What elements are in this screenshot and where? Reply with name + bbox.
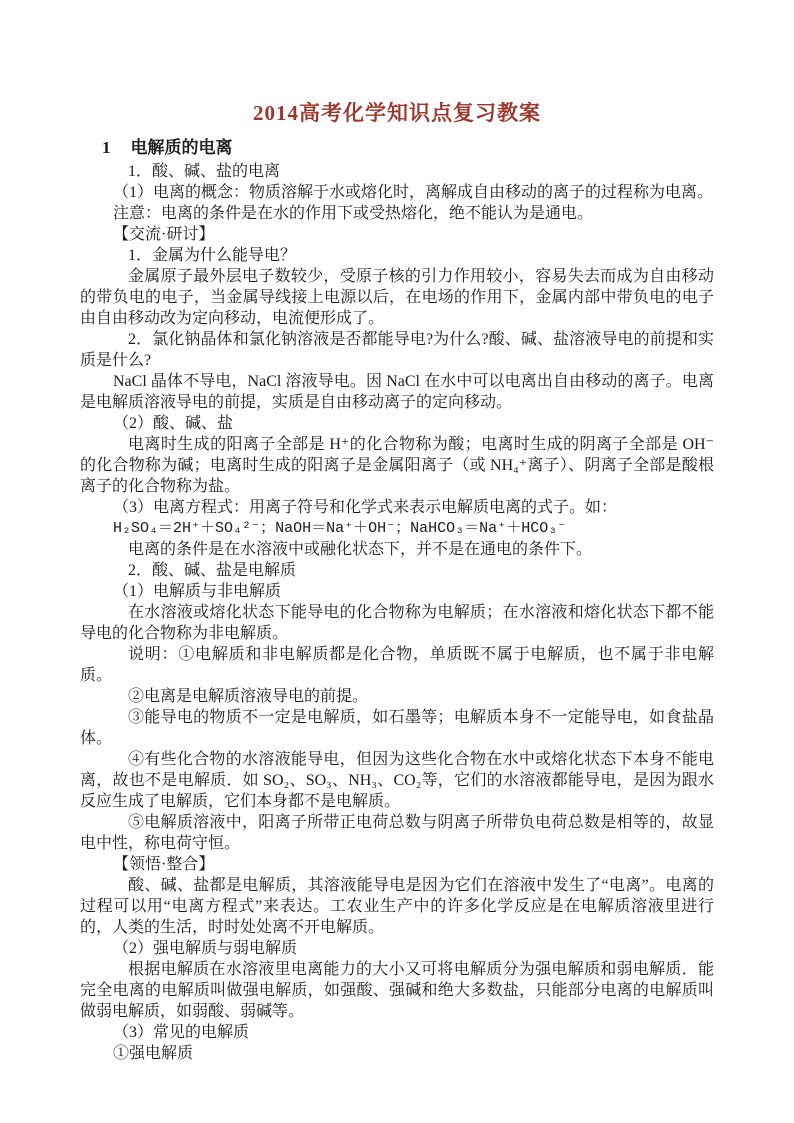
paragraph: 【交流·研讨】	[113, 226, 215, 243]
ionization-equations: H₂SO₄＝2H⁺＋SO₄²⁻；NaOH＝Na⁺＋OH⁻；NaHCO₃＝Na⁺＋HCO₃⁻	[113, 520, 567, 537]
paragraph: （3）常见的电解质	[113, 1024, 250, 1041]
paragraph: （1）电离的概念：物质溶解于水或熔化时，离解成自由移动的离子的过程称为电离。	[113, 184, 714, 201]
section-title: 电解质的电离	[130, 138, 233, 157]
paragraph: ③能导电的物质不一定是电解质，如石墨等；电解质本身不一定能导电，如食盐晶体。	[80, 709, 714, 747]
paragraph: ⑤电解质溶液中，阳离子所带正电荷总数与阴离子所带负电荷总数是相等的，故显电中性，称电荷守恒。	[80, 814, 714, 852]
paragraph: 1．酸、碱、盐的电离	[128, 163, 281, 180]
paragraph: 2．酸、碱、盐是电解质	[128, 562, 297, 579]
paragraph: 电离时生成的阳离子全部是 H⁺的化合物称为酸；电离时生成的阴离子全部是 OH⁻的化合物称为碱；电离时生成的阳离子是金属阳离子（或 NH₄⁺离子）、阴离子全部是酸根离子的化合物称为盐。	[80, 436, 714, 495]
paragraph: （3）电离方程式：用离子符号和化学式来表示电解质电离的式子。如：	[113, 499, 618, 516]
paragraph: 说明：①电解质和非电解质都是化合物，单质既不属于电解质，也不属于非电解质。	[80, 646, 714, 684]
paragraph: ①强电解质	[113, 1045, 194, 1062]
document-title: 2014高考化学知识点复习教案	[253, 101, 541, 125]
paragraph: 根据电解质在水溶液里电离能力的大小又可将电解质分为强电解质和弱电解质．能完全电离的电解质叫做强电解质，如强酸、强碱和绝大多数盐，只能部分电离的电解质叫做弱电解质，如弱酸、弱碱等。	[80, 961, 714, 1020]
paragraph: 电离的条件是在水溶液中或融化状态下，并不是在通电的条件下。	[128, 541, 593, 558]
paragraph: ④有些化合物的水溶液能导电，但因为这些化合物在水中或熔化状态下本身不能电离，故也不是电解质．如 SO₂、SO₃、NH₃、CO₂等，它们的水溶液都能导电，是因为跟水反应生成了电解质，它们本身都不是电解质。	[80, 751, 714, 810]
paragraph: （2）酸、碱、盐	[113, 415, 234, 432]
paragraph: 注意：电离的条件是在水的作用下或受热熔化，绝不能认为是通电。	[113, 205, 594, 222]
paragraph: 在水溶液或熔化状态下能导电的化合物称为电解质；在水溶液和熔化状态下都不能导电的化合物称为非电解质。	[80, 604, 714, 642]
paragraph: 金属原子最外层电子数较少，受原子核的引力作用较小，容易失去而成为自由移动的带负电的电子，当金属导线接上电源以后，在电场的作用下，金属内部中带负电的电子由自由移动改为定向移动，电流便形成了。	[80, 268, 714, 327]
paragraph: 【领悟·整合】	[113, 856, 215, 873]
paragraph: 2．氯化钠晶体和氯化钠溶液是否都能导电?为什么?酸、碱、盐溶液导电的前提和实质是什么?	[80, 331, 714, 369]
paragraph: （1）电解质与非电解质	[113, 583, 282, 600]
paragraph: 酸、碱、盐都是电解质，其溶液能导电是因为它们在溶液中发生了“电离”。电离的过程可以用“电离方程式”来表达。工农业生产中的许多化学反应是在电解质溶液里进行的，人类的生活，时时处处离不开电解质。	[80, 877, 714, 936]
paragraph: NaCl 晶体不导电，NaCl 溶液导电。因 NaCl 在水中可以电离出自由移动的离子。电离是电解质溶液导电的前提，实质是自由移动离子的定向移动。	[80, 373, 714, 411]
paragraph: 1．金属为什么能导电？	[128, 247, 297, 264]
paragraph: （2）强电解质与弱电解质	[113, 940, 298, 957]
paragraph: ②电离是电解质溶液导电的前提。	[128, 688, 369, 705]
section-number: 1	[102, 138, 111, 157]
document-body	[80, 161, 714, 1064]
section-heading	[102, 137, 714, 159]
